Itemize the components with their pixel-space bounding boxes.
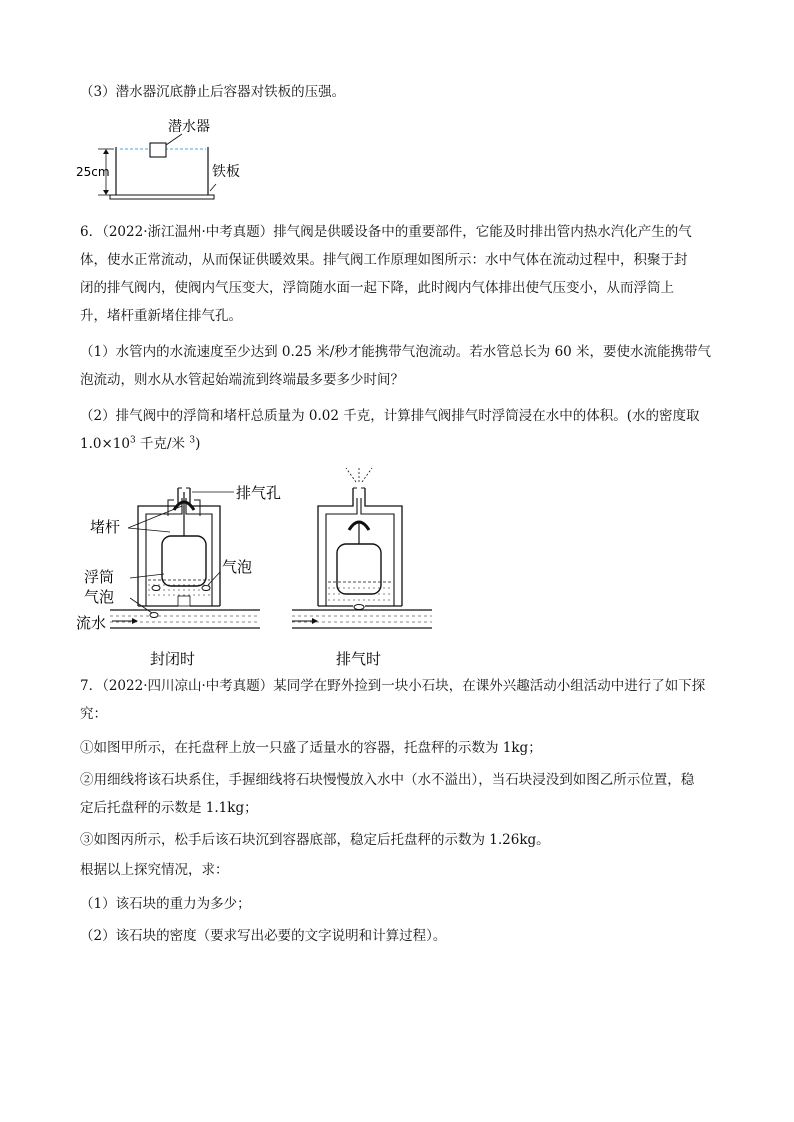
q7-line2: 究： — [80, 706, 107, 722]
exp-2: 3 — [189, 435, 196, 446]
q7-step3: ③如图丙所示，松手后该石块沉到容器底部，稳定后托盘秤的示数为 1.26kg。 — [80, 832, 550, 848]
q6-line2: 体，使水正常流动，从而保证供暖效果。排气阀工作原理如图所示：水中气体在流动过程中，积聚于封 — [80, 252, 688, 268]
iron-plate — [110, 195, 214, 199]
q6-line1: 6．（2022·浙江温州·中考真题）排气阀是供暖设备中的重要部件，它能及时排出管内热水汽化产生的气 — [80, 224, 692, 240]
label-float: 浮筒 — [84, 568, 115, 586]
q6-figure-vent-valve — [70, 464, 450, 694]
label-bubble-left: 气泡 — [84, 588, 115, 606]
q7-part1: （1）该石块的重力为多少； — [80, 896, 251, 912]
density-unit: 千克/米 — [135, 436, 190, 452]
caption-exhaust: 排气时 — [336, 650, 382, 668]
q7-step1: ①如图甲所示，在托盘秤上放一只盛了适量水的容器，托盘秤的示数为 1kg； — [80, 740, 542, 756]
submersible-box — [150, 143, 166, 157]
q6-part1-line1: （1）水管内的水流速度至少达到 0.25 米/秒才能携带气泡流动。若水管总长为 60 米，要使水流能携带气 — [80, 344, 712, 360]
density-value: 1.0×10 — [80, 436, 130, 452]
label-bubble-right: 气泡 — [222, 558, 253, 576]
label-depth: 25cm — [76, 165, 110, 179]
label-vent-hole: 排气孔 — [236, 484, 282, 502]
label-iron-plate: 铁板 — [212, 164, 240, 180]
q6-line4: 升，堵杆重新堵住排气孔。 — [80, 308, 242, 324]
q7-line1: 7．（2022·四川凉山·中考真题）某同学在野外捡到一块小石块，在课外兴趣活动小组活动中进行了如下探 — [80, 678, 706, 694]
q5-figure-tank — [70, 112, 270, 202]
valve-exhaust — [292, 466, 432, 628]
q6-line3: 闭的排气阀内，使阀内气压变大，浮筒随水面一起下降，此时阀内气体排出使气压变小，从而浮筒上 — [80, 280, 674, 296]
q6-part1-line2: 泡流动，则水从水管起始端流到终端最多要多少时间？ — [80, 372, 404, 388]
q7-step2-line2: 定后托盘秤的示数是 1.1kg； — [80, 800, 258, 816]
float-exhaust — [337, 544, 381, 594]
label-rod: 堵杆 — [90, 518, 121, 536]
close-paren: ) — [195, 436, 201, 452]
label-submersible: 潜水器 — [168, 119, 210, 135]
caption-closed: 封闭时 — [150, 650, 196, 668]
q7-summary: 根据以上探究情况，求： — [80, 862, 229, 878]
q5-part3-text: （3）潜水器沉底静止后容器对铁板的压强。 — [80, 84, 346, 100]
q6-part2-line1: （2）排气阀中的浮筒和堵杆总质量为 0.02 千克，计算排气阀排气时浮筒浸在水中的体积。(水的密度取 — [80, 408, 700, 424]
exp-1: 3 — [129, 435, 136, 446]
float-closed — [162, 536, 206, 586]
q7-step2-line1: ②用细线将该石块系住，手握细线将石块慢慢放入水中（水不溢出），当石块浸没到如图乙所示位置，稳 — [80, 772, 695, 788]
label-flow: 流水 — [76, 614, 107, 632]
q7-part2: （2）该石块的密度（要求写出必要的文字说明和计算过程）。 — [80, 928, 447, 944]
q6-part2-line2 — [80, 434, 200, 454]
